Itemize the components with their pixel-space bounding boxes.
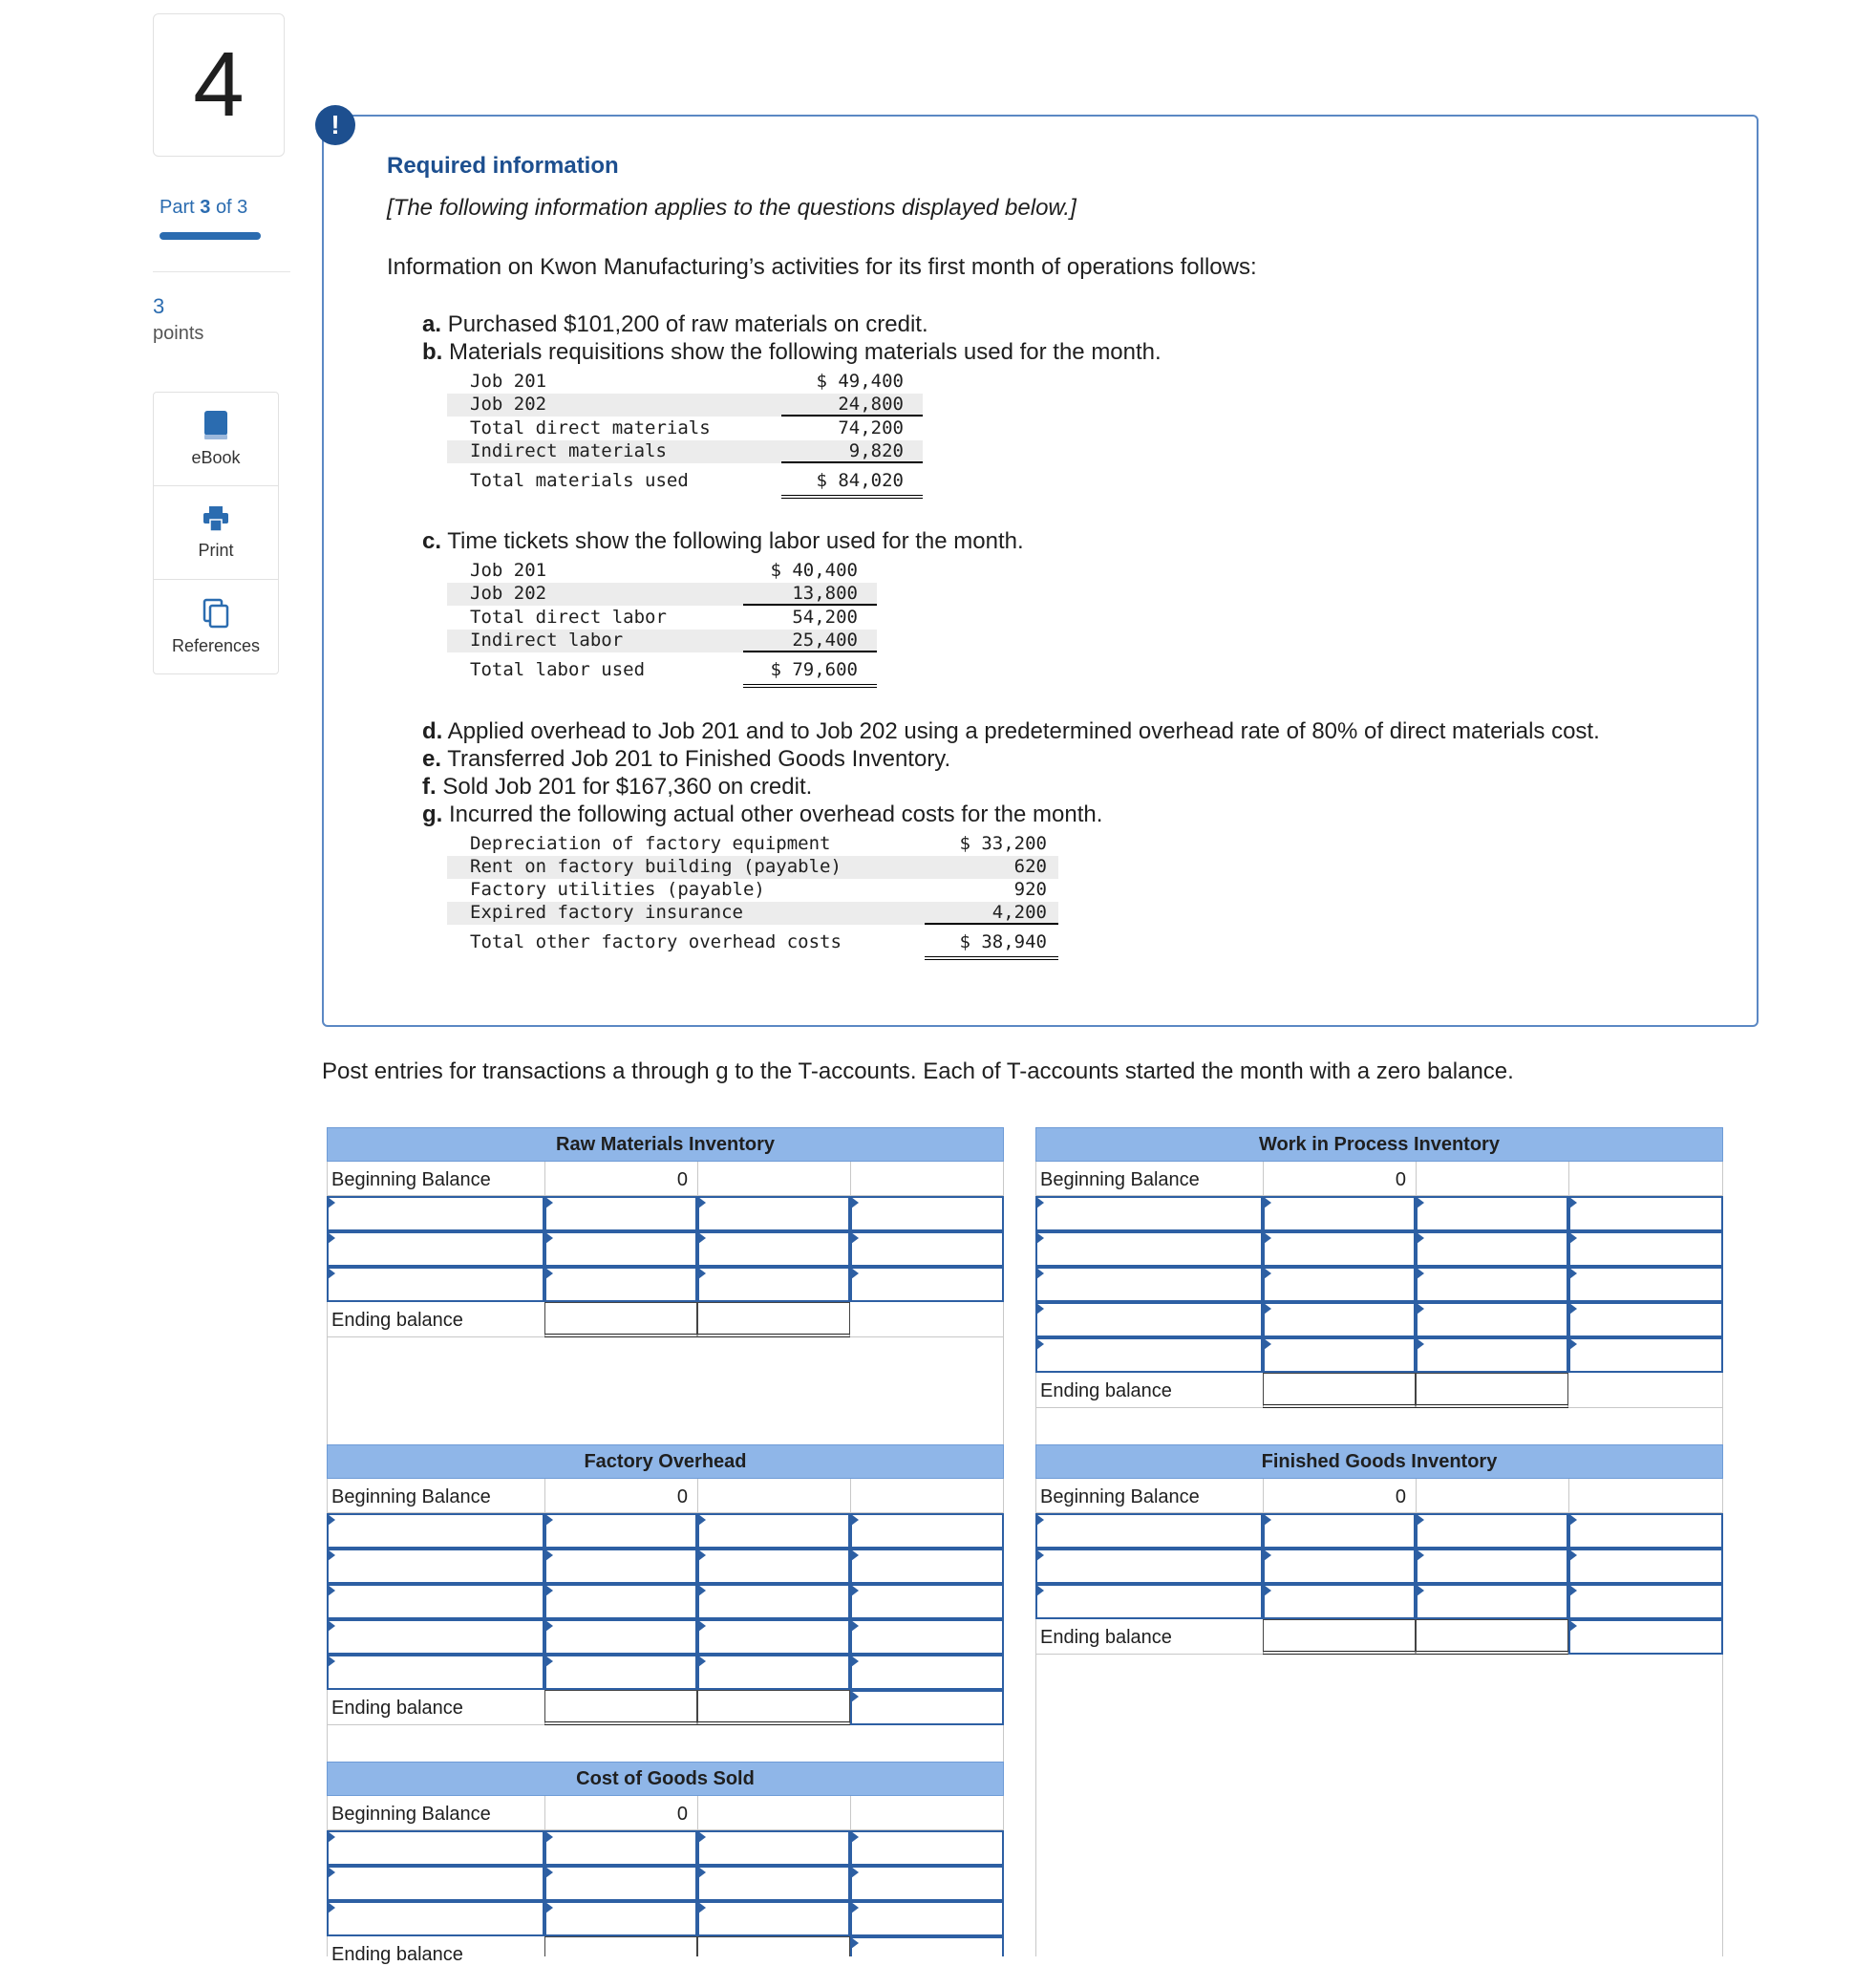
beginning-spare [850, 1479, 1004, 1512]
account-input[interactable] [1416, 1302, 1568, 1337]
ending-debit-input[interactable] [544, 1936, 697, 1956]
beginning-spare [850, 1162, 1004, 1195]
part-indicator [160, 197, 247, 219]
beginning-label: Beginning Balance [1040, 1486, 1200, 1507]
table-row: Indirect materials 9,820 [447, 440, 923, 463]
beginning-debit: 0 [544, 1796, 697, 1829]
part-progress-bar [160, 232, 261, 240]
amount-input[interactable] [850, 1619, 1004, 1655]
account-input[interactable] [1035, 1267, 1263, 1302]
table-row: Job 202 24,800 [447, 394, 923, 417]
ending-credit-input[interactable] [697, 1936, 850, 1956]
item-d: d. Applied overhead to Job 201 and to Job 202 using a predetermined overhead rate of 80% of direct materials cost. [422, 718, 1600, 744]
account-input[interactable] [327, 1196, 544, 1231]
amount-input[interactable] [544, 1267, 697, 1302]
amount-input[interactable] [1568, 1302, 1723, 1337]
beginning-row [327, 1162, 1004, 1196]
item-a: a. Purchased $101,200 of raw materials on credit. [422, 311, 928, 337]
beginning-credit [697, 1162, 850, 1195]
references-label: References [171, 635, 261, 655]
account-input[interactable] [697, 1830, 850, 1866]
amount-input[interactable] [1568, 1549, 1723, 1584]
taccount-title: Cost of Goods Sold [327, 1762, 1004, 1796]
amount-input[interactable] [544, 1584, 697, 1619]
beginning-debit: 0 [544, 1162, 697, 1195]
amount-input[interactable] [1568, 1267, 1723, 1302]
table-row: Job 202 13,800 [447, 583, 877, 606]
beginning-debit: 0 [544, 1479, 697, 1512]
amount-input[interactable] [544, 1830, 697, 1866]
ending-debit-input[interactable] [544, 1690, 697, 1725]
item-g: g. Incurred the following actual other overhead costs for the month. [422, 801, 1103, 827]
account-input[interactable] [1416, 1267, 1568, 1302]
account-input[interactable] [697, 1655, 850, 1690]
account-input[interactable] [1416, 1337, 1568, 1373]
ending-debit-input[interactable] [544, 1302, 697, 1337]
amount-input[interactable] [1263, 1513, 1416, 1549]
account-input[interactable] [1416, 1549, 1568, 1584]
beginning-spare [1568, 1479, 1723, 1512]
required-info-intro: Information on Kwon Manufacturing’s activities for its first month of operations follows: [387, 254, 1257, 280]
amount-input[interactable] [850, 1866, 1004, 1901]
amount-input[interactable] [1263, 1267, 1416, 1302]
item-f: f. Sold Job 201 for $167,360 on credit. [422, 774, 813, 800]
taccount-title: Factory Overhead [327, 1444, 1004, 1479]
printer-icon [202, 504, 230, 533]
amount-input[interactable] [1263, 1231, 1416, 1267]
amount-input[interactable] [1568, 1337, 1723, 1373]
table-row: Total other factory overhead costs $ 38,940 [447, 931, 1058, 954]
account-input[interactable] [327, 1584, 544, 1619]
amount-input[interactable] [850, 1196, 1004, 1231]
ending-debit-input[interactable] [1263, 1619, 1416, 1655]
table-row: Total labor used $ 79,600 [447, 659, 877, 682]
beginning-label: Beginning Balance [331, 1804, 491, 1825]
account-input[interactable] [1035, 1231, 1263, 1267]
tools-panel [153, 392, 279, 674]
account-input[interactable] [1416, 1196, 1568, 1231]
beginning-spare [1568, 1162, 1723, 1195]
amount-input[interactable] [850, 1830, 1004, 1866]
beginning-row [327, 1796, 1004, 1830]
alert-icon: ! [315, 105, 355, 145]
account-input[interactable] [697, 1267, 850, 1302]
ending-credit-input[interactable] [697, 1302, 850, 1337]
amount-input[interactable] [544, 1196, 697, 1231]
print-label: Print [198, 541, 234, 560]
item-c: c. Time tickets show the following labor used for the month. [422, 528, 1024, 554]
account-input[interactable] [1035, 1513, 1263, 1549]
amount-input[interactable] [1263, 1337, 1416, 1373]
ending-label: Ending balance [331, 1944, 463, 1965]
amount-input[interactable] [544, 1866, 697, 1901]
beginning-label: Beginning Balance [331, 1169, 491, 1190]
table-row: Total materials used $ 84,020 [447, 470, 923, 493]
account-input[interactable] [697, 1196, 850, 1231]
amount-input[interactable] [850, 1231, 1004, 1267]
beginning-credit [1416, 1479, 1568, 1512]
account-input[interactable] [697, 1866, 850, 1901]
taccount-title: Raw Materials Inventory [327, 1127, 1004, 1162]
item-b: b. Materials requisitions show the following materials used for the month. [422, 339, 1162, 365]
beginning-debit: 0 [1263, 1162, 1416, 1195]
table-row: Job 201 $ 40,400 [470, 560, 858, 581]
beginning-row [1035, 1162, 1723, 1196]
required-info-note: [The following information applies to the questions displayed below.] [387, 195, 1077, 221]
account-input[interactable] [697, 1619, 850, 1655]
amount-input[interactable] [850, 1655, 1004, 1690]
ebook-button[interactable] [154, 393, 278, 486]
account-input[interactable] [327, 1901, 544, 1936]
beginning-debit: 0 [1263, 1479, 1416, 1512]
account-input[interactable] [327, 1549, 544, 1584]
amount-input[interactable] [544, 1513, 697, 1549]
account-input[interactable] [1035, 1302, 1263, 1337]
amount-input[interactable] [1568, 1619, 1723, 1655]
amount-input[interactable] [1263, 1584, 1416, 1619]
account-input[interactable] [327, 1830, 544, 1866]
table-row: Factory utilities (payable) 920 [470, 879, 1047, 900]
part-prefix: Part [160, 197, 195, 218]
account-input[interactable] [1416, 1584, 1568, 1619]
rail-divider [153, 271, 290, 272]
amount-input[interactable] [850, 1513, 1004, 1549]
beginning-credit [697, 1796, 850, 1829]
amount-input[interactable] [1568, 1196, 1723, 1231]
item-e: e. Transferred Job 201 to Finished Goods Inventory. [422, 746, 951, 772]
account-input[interactable] [327, 1866, 544, 1901]
points-label: points [153, 323, 204, 344]
account-input[interactable] [1416, 1231, 1568, 1267]
account-input[interactable] [1035, 1584, 1263, 1619]
ending-credit-input[interactable] [1416, 1619, 1568, 1655]
table-row: Depreciation of factory equipment $ 33,200 [470, 833, 1047, 854]
beginning-row [327, 1479, 1004, 1513]
beginning-label: Beginning Balance [1040, 1169, 1200, 1190]
ending-debit-input[interactable] [1263, 1373, 1416, 1408]
ending-label: Ending balance [1040, 1627, 1172, 1648]
taccount-title: Finished Goods Inventory [1035, 1444, 1723, 1479]
question-number: 4 [153, 13, 285, 157]
amount-input[interactable] [1263, 1196, 1416, 1231]
beginning-row [1035, 1479, 1723, 1513]
account-input[interactable] [327, 1619, 544, 1655]
beginning-spare [850, 1796, 1004, 1829]
amount-input[interactable] [544, 1231, 697, 1267]
table-row: Job 201 $ 49,400 [470, 371, 904, 392]
amount-input[interactable] [1568, 1584, 1723, 1619]
amount-input[interactable] [1263, 1302, 1416, 1337]
account-input[interactable] [1035, 1337, 1263, 1373]
account-input[interactable] [697, 1231, 850, 1267]
amount-input[interactable] [544, 1901, 697, 1936]
ending-label: Ending balance [1040, 1380, 1172, 1401]
amount-input[interactable] [850, 1584, 1004, 1619]
table-row: Total direct labor 54,200 [470, 607, 858, 628]
amount-input[interactable] [850, 1936, 1004, 1956]
amount-input[interactable] [1568, 1231, 1723, 1267]
account-input[interactable] [697, 1901, 850, 1936]
amount-input[interactable] [850, 1690, 1004, 1725]
ebook-label: eBook [191, 448, 241, 467]
account-input[interactable] [1416, 1513, 1568, 1549]
copy-icon [202, 598, 230, 629]
account-input[interactable] [327, 1513, 544, 1549]
account-input[interactable] [1035, 1549, 1263, 1584]
amount-input[interactable] [1568, 1513, 1723, 1549]
account-input[interactable] [697, 1584, 850, 1619]
amount-input[interactable] [850, 1901, 1004, 1936]
ending-label: Ending balance [331, 1310, 463, 1331]
required-info-title: Required information [387, 153, 619, 179]
part-suffix: of 3 [215, 197, 248, 218]
amount-input[interactable] [544, 1655, 697, 1690]
account-input[interactable] [327, 1655, 544, 1690]
ending-credit-input[interactable] [1416, 1373, 1568, 1408]
table-row: Total direct materials 74,200 [470, 417, 904, 438]
account-input[interactable] [327, 1231, 544, 1267]
ending-label: Ending balance [331, 1698, 463, 1719]
amount-input[interactable] [1263, 1549, 1416, 1584]
account-input[interactable] [327, 1267, 544, 1302]
points-value: 3 [153, 294, 165, 318]
ending-credit-input[interactable] [697, 1690, 850, 1725]
account-input[interactable] [697, 1513, 850, 1549]
print-button[interactable] [154, 486, 278, 580]
beginning-credit [1416, 1162, 1568, 1195]
amount-input[interactable] [544, 1549, 697, 1584]
table-row: Rent on factory building (payable) 620 [447, 856, 1058, 879]
beginning-credit [697, 1479, 850, 1512]
instructions-text: Post entries for transactions a through g to the T-accounts. Each of T-accounts started the month with a zero balance. [322, 1058, 1514, 1084]
account-input[interactable] [1035, 1196, 1263, 1231]
part-current: 3 [200, 197, 211, 218]
table-row: Expired factory insurance 4,200 [447, 902, 1058, 925]
beginning-label: Beginning Balance [331, 1486, 491, 1507]
book-icon [203, 410, 229, 440]
taccount-title: Work in Process Inventory [1035, 1127, 1723, 1162]
amount-input[interactable] [850, 1549, 1004, 1584]
amount-input[interactable] [850, 1267, 1004, 1302]
references-button[interactable] [154, 580, 278, 673]
table-row: Indirect labor 25,400 [447, 630, 877, 652]
account-input[interactable] [697, 1549, 850, 1584]
amount-input[interactable] [544, 1619, 697, 1655]
